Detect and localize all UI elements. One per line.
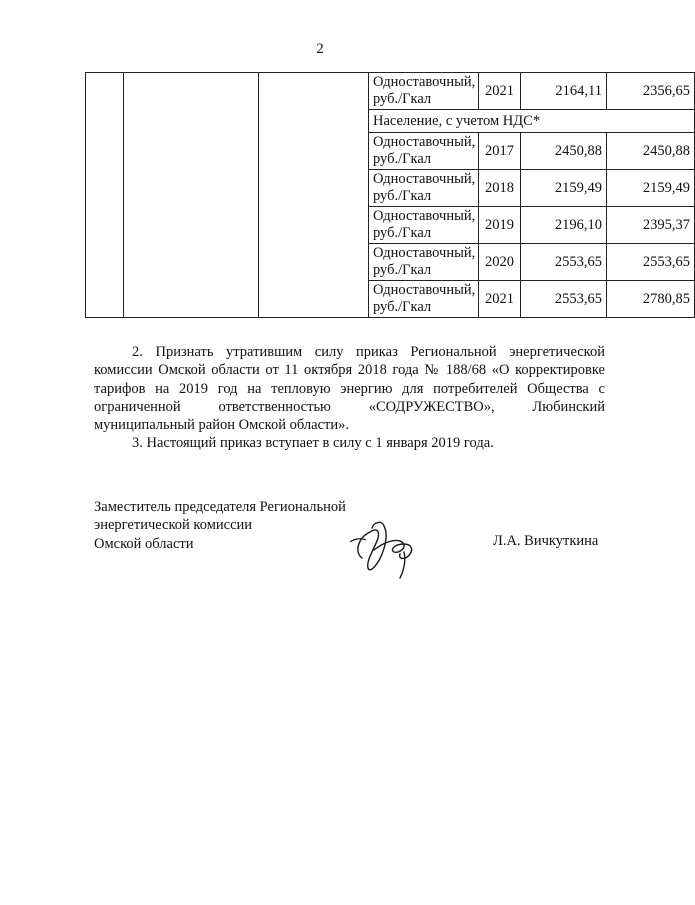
- tariff-kind: Одноставочный, руб./Гкал: [369, 207, 479, 244]
- signatory-title-line: Заместитель председателя Региональной: [94, 499, 346, 515]
- signatory-name: Л.А. Вичкуткина: [493, 533, 599, 549]
- section-label: Население, с учетом НДС*: [369, 110, 695, 133]
- tariff-value-h1: 2450,88: [521, 133, 607, 170]
- table-cell-blank: [259, 73, 369, 318]
- tariff-value-h2: 2553,65: [607, 244, 695, 281]
- tariff-value-h2: 2450,88: [607, 133, 695, 170]
- order-text: [94, 343, 605, 453]
- tariff-kind: Одноставочный, руб./Гкал: [369, 73, 479, 110]
- tariff-year: 2021: [479, 281, 521, 318]
- paragraph-2: 2. Признать утратившим силу приказ Региональной энергетической комиссии Омской области от 11 октября 2018 года № 188/68 «О корректировке тарифов на 2019 год на тепловую энергию для потребителей Общества с ограниченной ответственностью «СОДРУЖЕСТВО», Любинский муниципальный район Омской области».: [94, 344, 605, 434]
- tariff-value-h2: 2395,37: [607, 207, 695, 244]
- table-row: [86, 73, 695, 110]
- tariff-value-h2: 2356,65: [607, 73, 695, 110]
- tariff-year: 2021: [479, 73, 521, 110]
- tariff-table: [85, 72, 695, 318]
- tariff-kind: Одноставочный, руб./Гкал: [369, 170, 479, 207]
- signatory-title-line: энергетической комиссии: [94, 517, 253, 534]
- paragraph-3: 3. Настоящий приказ вступает в силу с 1 января 2019 года.: [132, 435, 494, 452]
- signatory-title-line: Омской области: [94, 535, 194, 552]
- tariff-value-h2: 2159,49: [607, 170, 695, 207]
- handwritten-signature: [344, 508, 434, 580]
- tariff-value-h1: 2196,10: [521, 207, 607, 244]
- page-number: 2: [316, 41, 324, 57]
- tariff-value-h1: 2164,11: [521, 73, 607, 110]
- table-cell-org: [124, 73, 259, 318]
- tariff-kind: Одноставочный, руб./Гкал: [369, 281, 479, 318]
- tariff-kind: Одноставочный, руб./Гкал: [369, 244, 479, 281]
- tariff-value-h1: 2553,65: [521, 281, 607, 318]
- tariff-year: 2019: [479, 207, 521, 244]
- tariff-value-h1: 2159,49: [521, 170, 607, 207]
- tariff-kind: Одноставочный, руб./Гкал: [369, 133, 479, 170]
- tariff-year: 2018: [479, 170, 521, 207]
- tariff-value-h1: 2553,65: [521, 244, 607, 281]
- tariff-year: 2020: [479, 244, 521, 281]
- tariff-value-h2: 2780,85: [607, 281, 695, 318]
- signatory-title: [94, 498, 346, 553]
- tariff-year: 2017: [479, 133, 521, 170]
- table-cell-number: [86, 73, 124, 318]
